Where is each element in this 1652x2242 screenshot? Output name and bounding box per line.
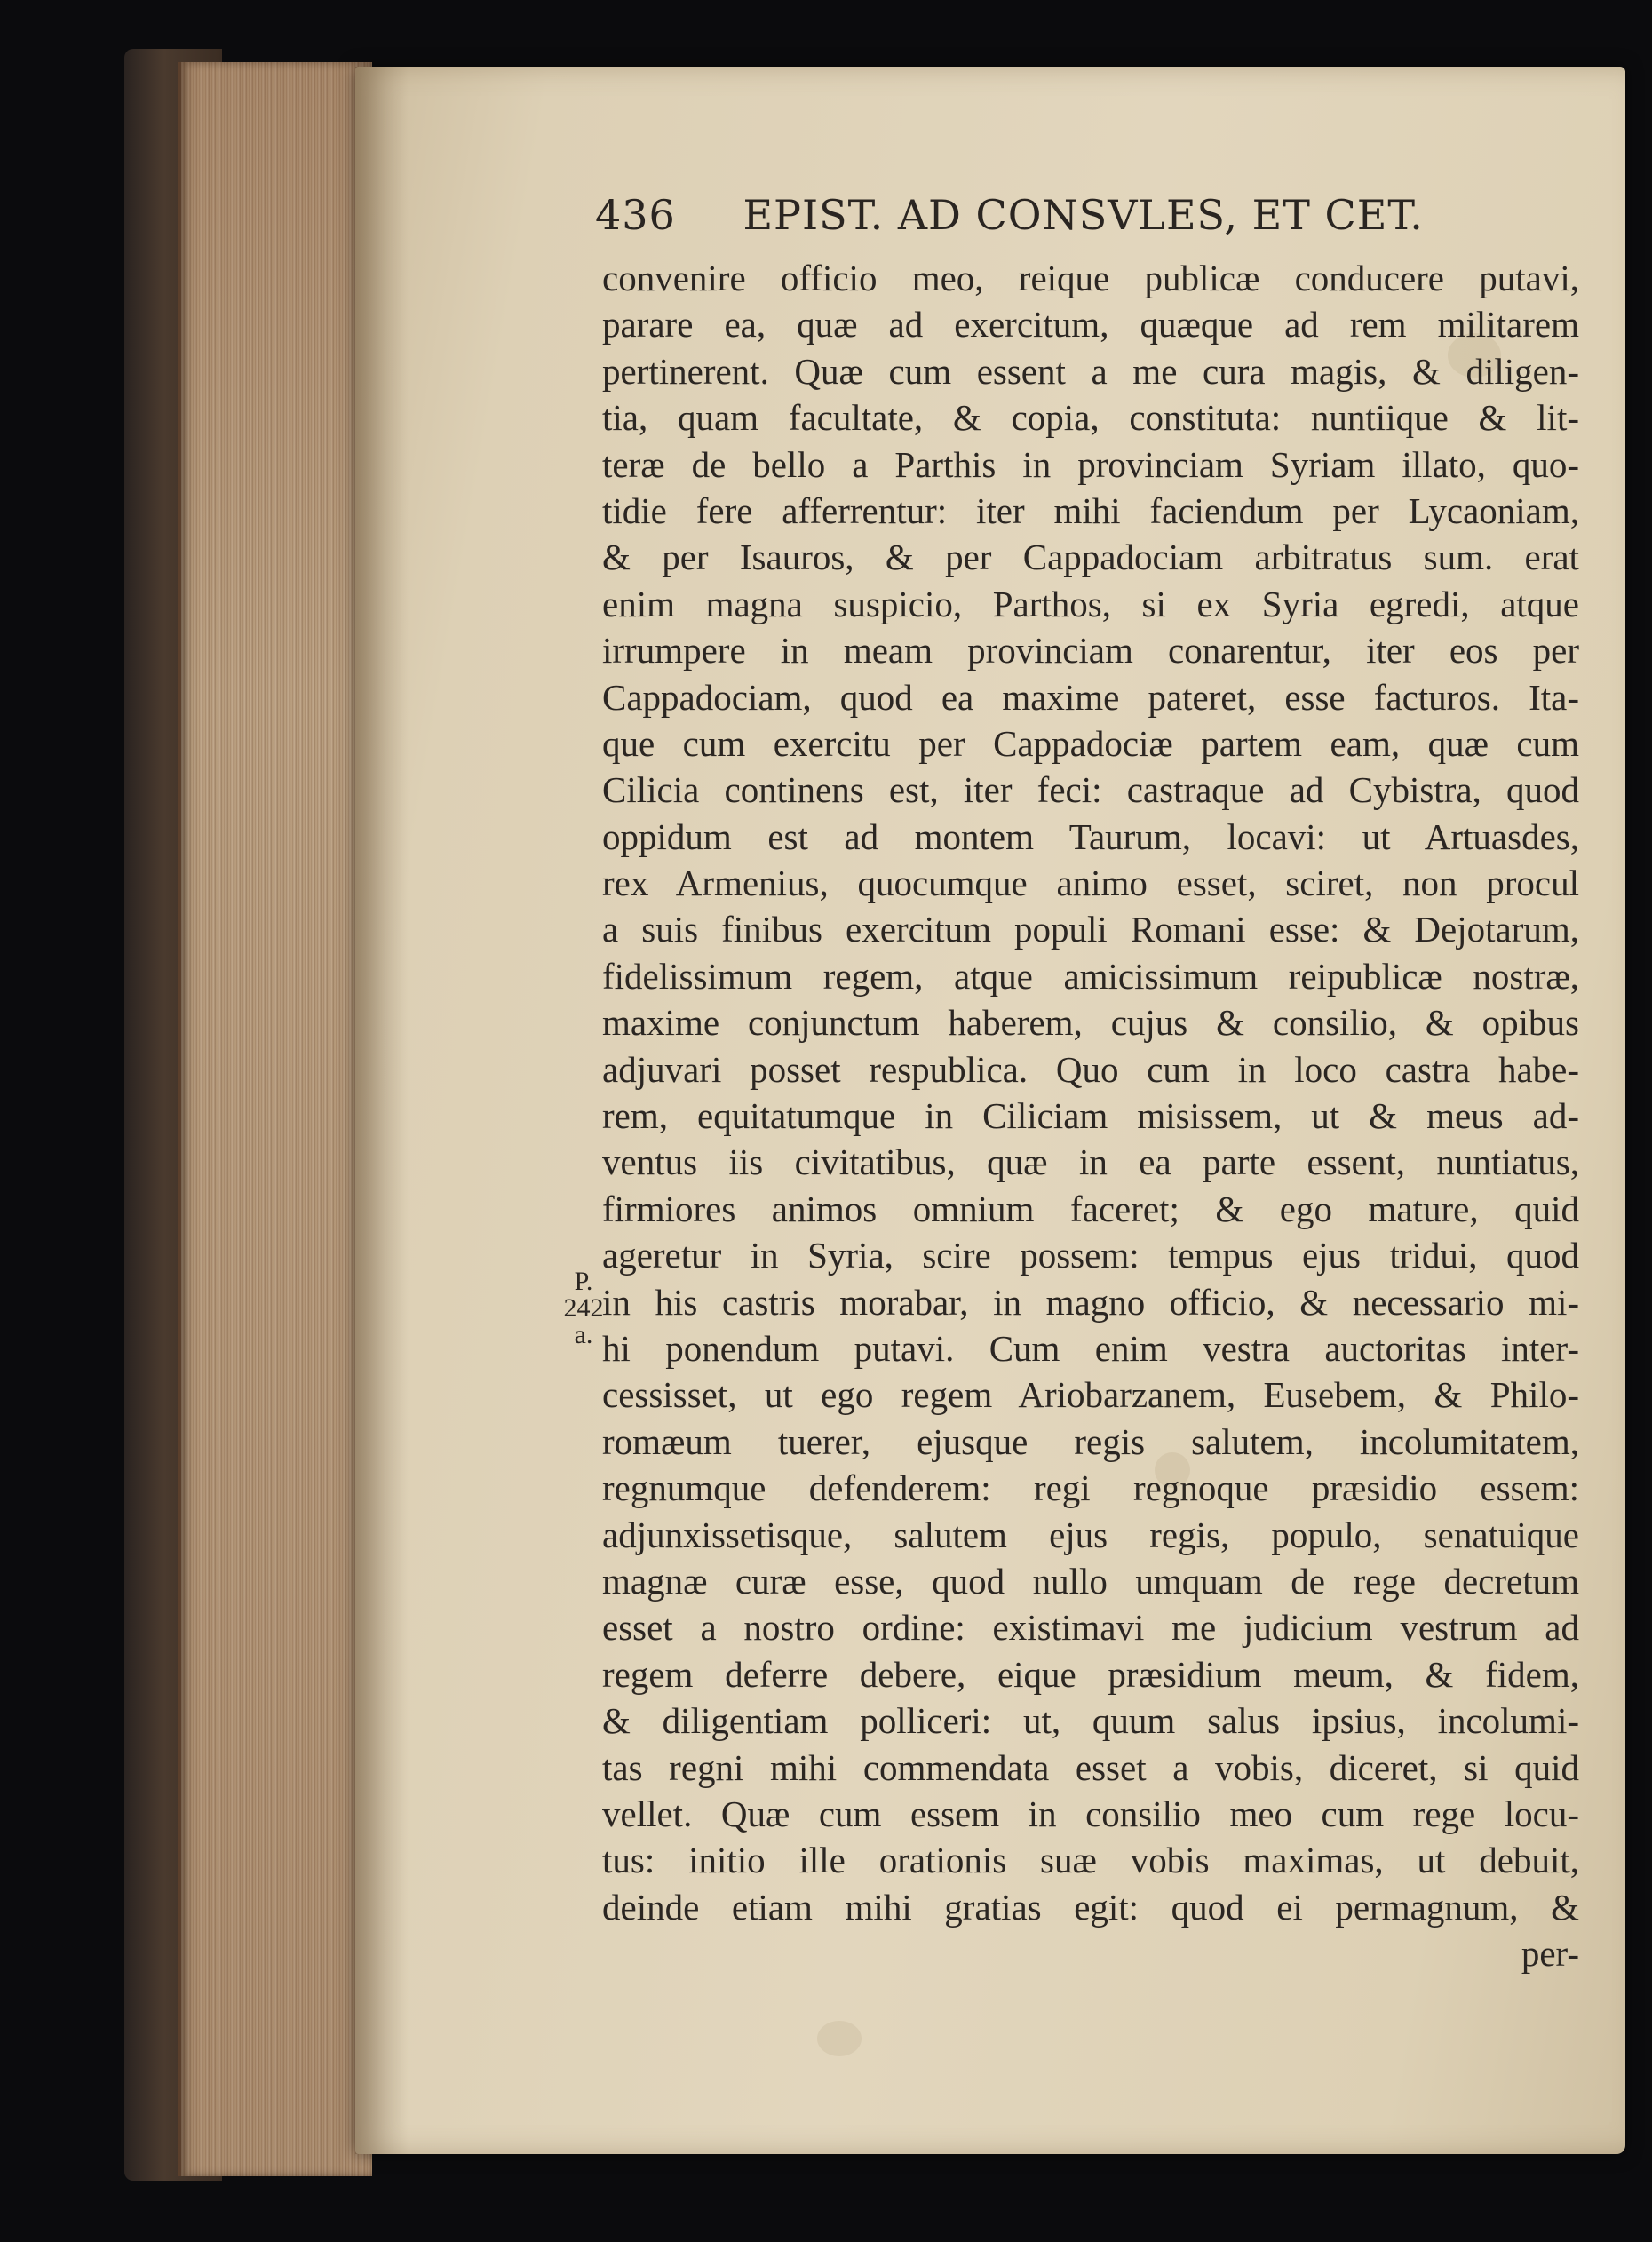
text-line: enim magna suspicio, Parthos, si ex Syria egredi, atque (602, 583, 1579, 624)
book-page (355, 67, 1625, 2154)
text-line: rem, equitatumque in Ciliciam misissem, ut & meus ad- (602, 1095, 1579, 1137)
body-text (602, 255, 1579, 1976)
text-line: firmiores animos omnium faceret; & ego mature, quid (602, 1188, 1579, 1229)
text-line: deinde etiam mihi gratias egit: quod ei permagnum, & (602, 1886, 1579, 1928)
text-line: oppidum est ad montem Taurum, locavi: ut Artuasdes, (602, 815, 1579, 857)
text-line: & per Isauros, & per Cappadociam arbitratus sum. erat (602, 537, 1579, 578)
text-line: regnumque defenderem: regi regnoque præsidio essem: (602, 1467, 1579, 1509)
text-line: adjuvari posset respublica. Quo cum in loco castra habe- (602, 1048, 1579, 1090)
text-line: Cilicia continens est, iter feci: castraque ad Cybistra, quod (602, 769, 1579, 811)
text-line: a suis finibus exercitum populi Romani esse: & Dejotarum, (602, 909, 1579, 950)
text-line: irrumpere in meam provinciam conarentur, iter eos per (602, 630, 1579, 672)
text-line: tia, quam facultate, & copia, constituta: nuntiique & lit- (602, 397, 1579, 439)
text-line: fidelissimum regem, atque amicissimum reipublicæ nostræ, (602, 955, 1579, 997)
text-line: tas regni mihi commendata esset a vobis, diceret, si quid (602, 1746, 1579, 1788)
text-line: vellet. Quæ cum essem in consilio meo cum rege locu- (602, 1793, 1579, 1834)
text-line: adjunxissetisque, salutem ejus regis, populo, senatuique (602, 1514, 1579, 1555)
text-line: pertinerent. Quæ cum essent a me cura magis, & diligen- (602, 350, 1579, 392)
text-line: Cappadociam, quod ea maxime pateret, esse facturos. Ita- (602, 676, 1579, 718)
text-line: que cum exercitu per Cappadociæ partem eam, quæ cum (602, 722, 1579, 764)
text-line: & diligentiam polliceri: ut, quum salus ipsius, incolumi- (602, 1700, 1579, 1742)
text-line: parare ea, quæ ad exercitum, quæque ad rem militarem (602, 304, 1579, 346)
margin-reference (561, 1268, 606, 1348)
paper-spot (817, 2021, 862, 2056)
text-line: rex Armenius, quocumque animo esset, sciret, non procul (602, 863, 1579, 904)
page-edges (178, 62, 372, 2176)
page-number: 436 (595, 191, 676, 239)
text-line: regem deferre debere, eique præsidium meum, & fidem, (602, 1653, 1579, 1695)
catchword: per- (1521, 1933, 1579, 1975)
text-line: ageretur in Syria, scire possem: tempus ejus tridui, quod (602, 1235, 1579, 1276)
text-line: tus: initio ille orationis suæ vobis maximas, ut debuit, (602, 1840, 1579, 1881)
text-line: romæum tuerer, ejusque regis salutem, incolumitatem, (602, 1420, 1579, 1462)
text-line: in his castris morabar, in magno officio, & necessario mi- (602, 1281, 1579, 1323)
running-title: EPIST. AD CONSVLES, ET CET. (743, 191, 1424, 239)
text-line: ventus iis civitatibus, quæ in ea parte essent, nuntiatus, (602, 1141, 1579, 1183)
text-line: hi ponendum putavi. Cum enim vestra auctoritas inter- (602, 1327, 1579, 1369)
running-head (595, 191, 1572, 239)
margin-reference-line: a. (574, 1320, 593, 1349)
text-line: tidie fere afferrentur: iter mihi faciendum per Lycaoniam, (602, 489, 1579, 531)
text-line: magnæ curæ esse, quod nullo umquam de rege decretum (602, 1560, 1579, 1602)
margin-reference-line: 242 (563, 1293, 604, 1323)
text-line: convenire officio meo, reique publicæ conducere putavi, (602, 258, 1579, 298)
text-line: maxime conjunctum haberem, cujus & consilio, & opibus (602, 1002, 1579, 1044)
margin-reference-line: P. (574, 1267, 593, 1296)
text-line: esset a nostro ordine: existimavi me judicium vestrum ad (602, 1607, 1579, 1649)
text-line: teræ de bello a Parthis in provinciam Syriam illato, quo- (602, 443, 1579, 485)
text-line: cessisset, ut ego regem Ariobarzanem, Eusebem, & Philo- (602, 1374, 1579, 1416)
